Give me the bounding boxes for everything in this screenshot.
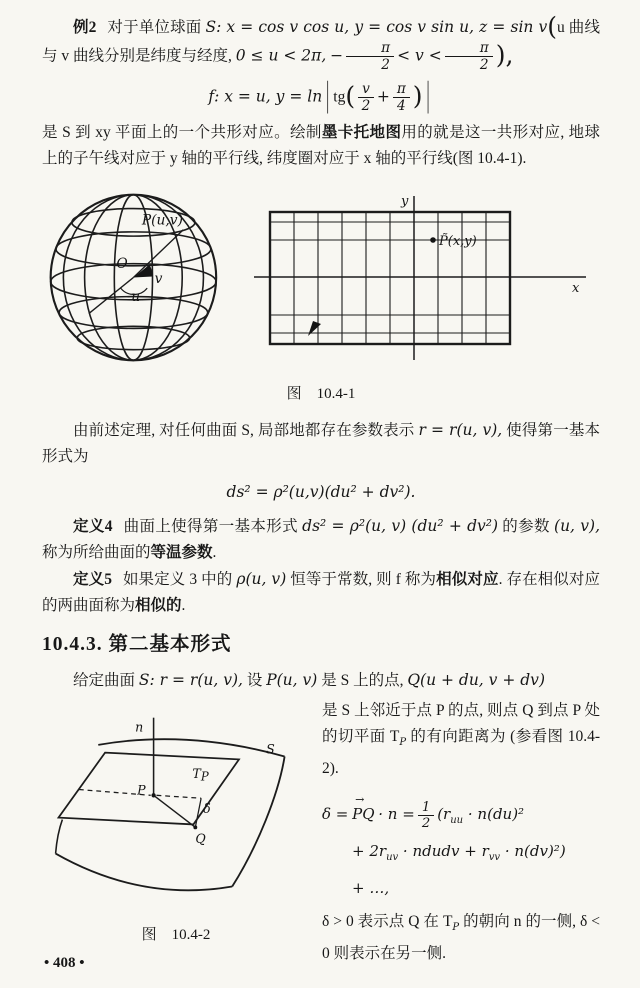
n-du-squared: · n(du)² (463, 805, 525, 824)
conformal-text-1: 是 S 到 xy 平面上的一个共形对应。绘制 (42, 124, 322, 142)
def5-text-3: . 存在相似对应的两曲面称为 (42, 571, 601, 615)
delta-equals: δ = (322, 805, 349, 824)
n-dv-squared: · n(dv)²) (500, 842, 566, 861)
point-P-dot (151, 793, 155, 797)
theorem-text-1: 由前述定理, 对任何曲面 S, 局部地都存在参数表示 (73, 422, 415, 440)
figure-10-4-2 (42, 706, 310, 958)
similar-bold: 相似的 (135, 597, 182, 615)
def5-period: . (181, 597, 186, 615)
TP-subscript-2: P (452, 922, 460, 934)
given-surface-formula: S: r = r(u, v), (138, 671, 243, 690)
ds-squared-formula: ds² = ρ²(u,v)(du² + dv²). (226, 483, 416, 502)
v-range-middle: < v < (397, 46, 442, 65)
close-paren: ), (495, 40, 514, 70)
tg-operator: tg (333, 88, 346, 105)
ndudv-term: · ndudv + r (398, 842, 489, 861)
paragraph-delta-sign (322, 909, 600, 967)
y-axis-label: y (401, 193, 409, 209)
fraction-one-half: $\frac{1}{2}$ (418, 801, 434, 832)
similar-correspondence-bold: 相似对应 (436, 571, 499, 589)
paragraph-theorem (42, 417, 600, 470)
x-axis-label: x (572, 280, 580, 296)
vv-subscript: vv (488, 852, 501, 864)
figure1-caption: 图 10.4-1 (286, 386, 356, 403)
def4-period: . (212, 544, 217, 562)
formula-signed-distance (322, 791, 600, 902)
point-P-label: P (137, 782, 146, 798)
r-uv-formula: r = r(u, v), (418, 421, 503, 440)
angle-u-label: u (131, 289, 141, 306)
isothermal-parameters-bold: 等温参数 (150, 544, 213, 562)
u-range: 0 ≤ u < 2π, (235, 46, 327, 65)
arrow-mark (308, 321, 321, 336)
example2-label: 例2 (73, 19, 97, 36)
r-term-open: (r (437, 805, 451, 824)
definition5-label: 定义5 (73, 571, 112, 589)
def4-formula: ds² = ρ²(u, v) (du² + dv²) (302, 517, 499, 536)
paragraph-conformal (42, 120, 600, 172)
vector-arrow: → (355, 793, 365, 807)
point-P-tilde-dot (430, 237, 436, 243)
right-bar: | (426, 76, 430, 116)
bottom-section (42, 696, 600, 967)
uv-subscript: uv (386, 852, 399, 864)
point-Q-formula: Q(u + du, v + dv) (407, 671, 545, 690)
delta-formula-line3 (322, 875, 600, 902)
sphere-parametrization-formula: S: x = cos v cos u, y = cos v sin u, z = sin v (205, 18, 548, 36)
paragraph-given-surface (42, 667, 600, 694)
delta-sign-text-1: δ > 0 表示点 Q 在 T (322, 913, 453, 931)
minus-sign: − (330, 46, 344, 65)
formula-first-fundamental (42, 479, 600, 506)
surface-S-label: S (266, 741, 275, 757)
definition4-label: 定义4 (73, 518, 113, 536)
tangent-plane (58, 753, 238, 825)
def4-text-1: 曲面上使得第一基本形式 (123, 518, 298, 536)
given-text-1: 给定曲面 (73, 672, 136, 690)
delta-label: δ (203, 801, 211, 817)
vector-PQ: → PQ (352, 801, 374, 827)
origin-O-label: O (116, 256, 128, 273)
page-number: • 408 • (44, 955, 85, 971)
surface-bottom-curve (56, 854, 233, 891)
paragraph-example2 (42, 14, 600, 73)
delta-formula-line2 (322, 838, 600, 871)
def4-uv: (u, v), (554, 517, 600, 536)
open-paren: ( (345, 81, 356, 110)
tangent-text-2: 的有向距离为 (参看图 10.4-2). (322, 728, 600, 778)
dot-n-equals: · n = (378, 805, 415, 824)
delta-sign-text-2: 的朝向 n 的一侧, δ < 0 则表示在另一侧. (322, 913, 600, 963)
tangent-plane-diagram (42, 706, 304, 905)
dashed-line-right (157, 796, 202, 799)
fraction-pi-4: $\frac{\pi}{4}$ (393, 82, 410, 114)
fraction-pi-2b: $\frac{\pi}{2}$ (445, 41, 493, 73)
def5-text-2: 恒等于常数, 则 f 称为 (290, 571, 437, 589)
delta-formula-line1 (322, 791, 600, 834)
figure2-caption: 图 10.4-2 (141, 927, 211, 944)
mercator-grid-diagram (252, 192, 600, 364)
fraction-pi-2a: $\frac{\pi}{2}$ (346, 41, 394, 73)
figure-10-4-1 (42, 182, 600, 373)
normal-n-label: n (135, 719, 144, 735)
given-text-3: 是 S 上的点, (321, 672, 404, 690)
delta-segment (195, 798, 201, 827)
def4-text-2: 的参数 (502, 518, 550, 536)
paragraph-tangent-distance (322, 698, 600, 782)
section-heading: 10.4.3. 第二基本形式 (42, 634, 232, 656)
surface-left-curve (56, 820, 63, 854)
point-P-formula: P(u, v) (266, 671, 318, 690)
left-bar: | (326, 76, 330, 116)
point-Q-label: Q (195, 831, 206, 847)
example2-text: 对于单位球面 (107, 19, 202, 36)
given-text-2: 设 (246, 672, 263, 690)
uv-curves-text: u 曲线与 v 曲线分别是纬度与经度, (42, 19, 600, 65)
tangent-text-1: 是 S 上邻近于点 P 的点, 则点 Q 到点 P 处的切平面 T (322, 702, 600, 746)
open-paren: ( (547, 12, 558, 41)
angle-v-label: v (154, 271, 163, 288)
close-paren: ) (412, 81, 423, 110)
two-r-term: + 2r (352, 842, 387, 861)
conformal-text-2: 用的就是这一共形对应, 地球上的子午线对应于 y 轴的平行线, 纬度圈对应于 x 轴的平行线(图 10.4-1). (42, 124, 600, 168)
fraction-v-2: $\frac{v}{2}$ (358, 82, 374, 114)
def5-text-1: 如果定义 3 中的 (122, 571, 233, 589)
plus-sign: + (376, 87, 390, 105)
theorem-text-2: 使得第一基本形式为 (42, 422, 601, 466)
ellipsis-term: + …, (352, 879, 390, 898)
paragraph-definition5 (42, 566, 600, 619)
TP-subscript: P (399, 737, 407, 749)
formula-f-lhs: f: x = u, y = ln (208, 87, 323, 105)
uu-subscript: uu (450, 815, 464, 827)
def5-rho: ρ(u, v) (236, 570, 287, 589)
surface-right-curve (232, 757, 284, 887)
formula-mercator-map (42, 76, 600, 116)
tangent-plane-label: TP (192, 766, 209, 785)
def4-text-3: 称为所给曲面的 (42, 544, 151, 562)
right-column (322, 696, 600, 967)
point-P-tilde-label: P̃(x,y) (439, 233, 477, 249)
point-P-label: P(u,v) (141, 212, 183, 229)
sphere-diagram (42, 182, 228, 373)
paragraph-definition4 (42, 513, 600, 566)
point-Q-dot (193, 826, 197, 830)
angle-wedge (133, 265, 152, 278)
mercator-bold: 墨卡托地图 (321, 124, 402, 142)
